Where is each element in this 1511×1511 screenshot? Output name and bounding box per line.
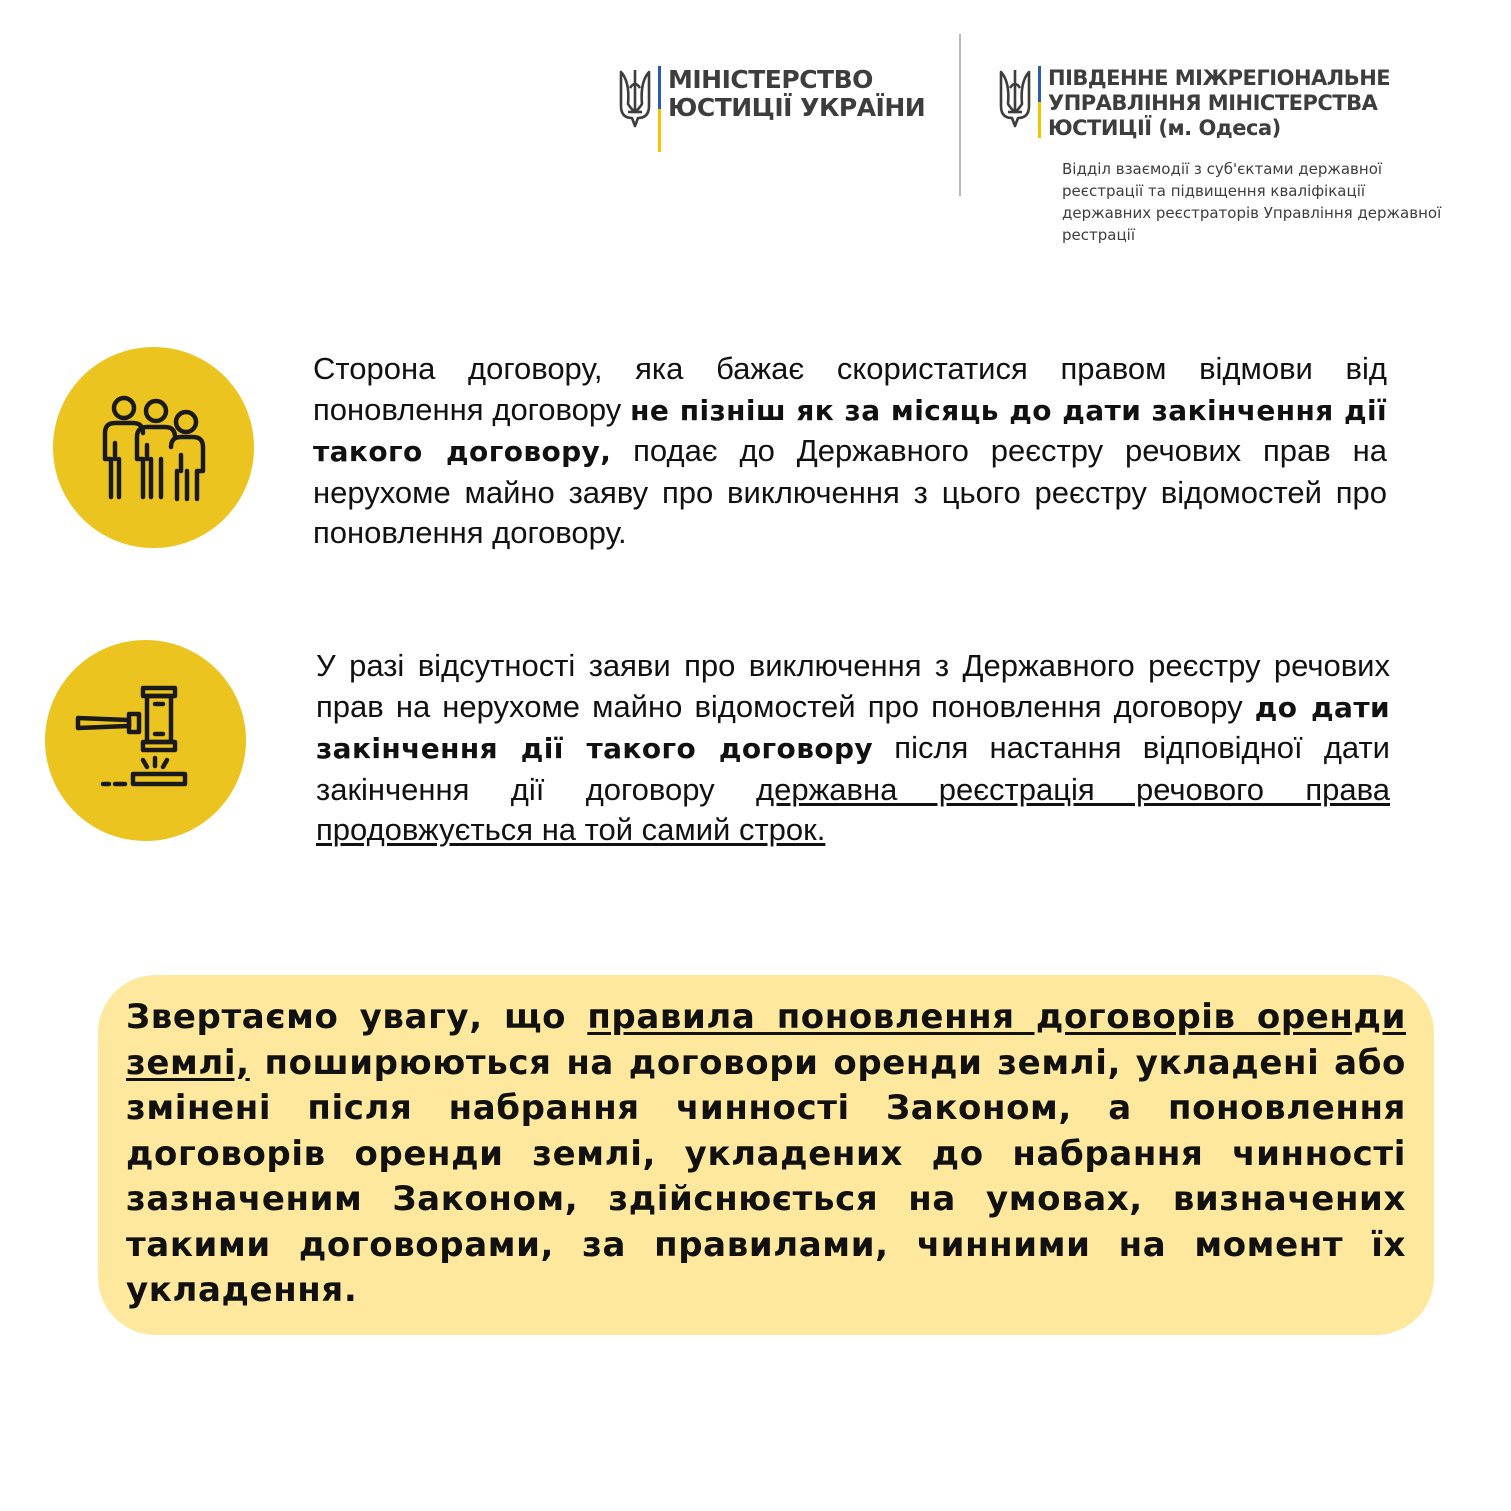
paragraph-underlined: державна реєстрація речового права продовжується на той самий строк. [316,771,1390,847]
office-name-line3: ЮСТИЦІЇ [1048,116,1152,140]
paragraph-extension [316,646,1390,851]
paragraph-text: У разі відсутності заяви про виключення з Державного реєстру речових прав на нерухоме майно відомостей про поновлення договору [316,648,1390,724]
paragraph-text: після настання відповідної дати закінчення дії договору [316,730,1391,807]
office-name-line2: УПРАВЛІННЯ МІНІСТЕРСТВА [1048,91,1378,115]
gavel-icon-circle [45,640,246,841]
people-group-icon [53,347,254,548]
flag-stripe [658,66,661,152]
ministry-name-line1: МІНІСТЕРСТВО [668,65,873,94]
department-name: Відділ взаємодії з суб'єктами державної реєстрації та підвищення кваліфікації державних реєстраторів Управління державної рестрації [1062,160,1442,244]
flag-stripe [1038,66,1041,138]
logo-divider [959,34,961,196]
notice-text-part: поширюються на договори оренди землі, укладені або змінені після набрання чинності Законом, а поновлення договорів оренди землі, укладених до набрання чинності зазначеним Законом, здійснюється на умовах, визначених такими договорами, за правилами, чинними на момент їх укладення. [126,1042,1406,1310]
paragraph-refusal [313,349,1387,554]
trident-icon [998,66,1032,130]
office-city: (м. Одеса) [1151,116,1281,140]
ministry-logo [618,66,925,152]
trident-icon [618,66,652,130]
people-icon-circle [53,347,254,548]
office-name-line1: ПІВДЕННЕ МІЖРЕГІОНАЛЬНЕ [1048,66,1391,90]
paragraph-emphasis: до дати закінчення дії такого договору [316,690,1390,765]
regional-office-logo [998,66,1390,141]
paragraph-text: Сторона договору, яка бажає скористатися правом відмови від поновлення договору [313,351,1387,427]
ministry-name-line2: ЮСТИЦІЇ УКРАЇНИ [668,93,926,122]
paragraph-emphasis: не пізніш як за місяць до дати закінчення дії такого договору, [313,393,1387,468]
notice-box [98,975,1434,1335]
notice-underlined: правила поновлення договорів оренди землі, [126,997,1406,1083]
notice-text [126,995,1406,1314]
notice-text-part: Звертаємо увагу, що [126,997,588,1037]
paragraph-text: подає до Державного реєстру речових прав на нерухоме майно заяву про виключення з цього реєстру відомостей про поновлення договору. [313,433,1387,550]
judge-gavel-icon [45,640,246,841]
